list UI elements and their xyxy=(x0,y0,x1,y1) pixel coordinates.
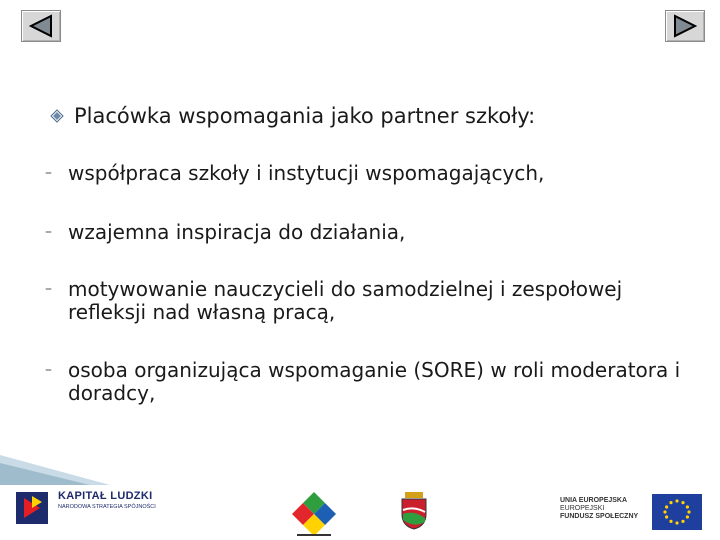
list-item: – współpraca szkoły i instytucji wspomagających, xyxy=(45,161,545,185)
slide-heading xyxy=(50,104,535,128)
partner-diamond-logo xyxy=(291,490,337,538)
dash-bullet: – xyxy=(45,165,52,181)
dash-bullet: – xyxy=(45,281,52,297)
eu-flag-icon xyxy=(652,494,702,530)
list-item: – osoba organizująca wspomaganie (SORE) w roli moderatora i doradcy, xyxy=(45,358,681,405)
kapital-ludzki-subtitle: NARODOWA STRATEGIA SPÓJNOŚCI xyxy=(58,504,156,510)
list-item: – wzajemna inspiracja do działania, xyxy=(45,220,406,244)
next-slide-button[interactable] xyxy=(665,10,705,42)
list-item: – motywowanie nauczycieli do samodzielnej i zespołowej refleksji nad własną pracą, xyxy=(45,277,623,324)
kapital-ludzki-logo xyxy=(12,488,162,530)
dash-bullet: – xyxy=(45,362,52,378)
heading-text: Placówka wspomagania jako partner szkoły: xyxy=(74,104,536,128)
diamond-bullet-icon xyxy=(50,109,64,123)
decorative-stripe xyxy=(0,455,110,485)
kapital-ludzki-title: KAPITAŁ LUDZKI xyxy=(58,490,153,502)
triangle-right-icon xyxy=(671,14,699,38)
triangle-left-icon xyxy=(27,14,55,38)
eu-label: UNIA EUROPEJSKA EUROPEJSKI FUNDUSZ SPOŁECZNY xyxy=(560,497,639,520)
dash-bullet: – xyxy=(45,224,52,240)
previous-slide-button[interactable] xyxy=(21,10,61,42)
coat-of-arms-logo xyxy=(399,492,429,530)
kapital-ludzki-emblem-icon xyxy=(12,488,52,530)
